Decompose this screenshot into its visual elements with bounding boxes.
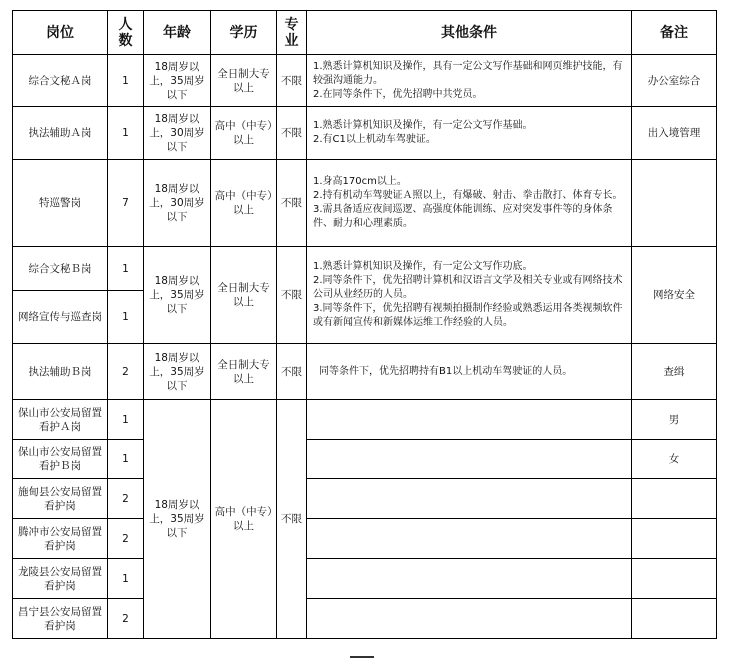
header-age: 年龄 [144,11,211,55]
conditions-cell [307,479,632,519]
position-cell: 龙陵县公安局留置看护岗 [13,559,108,599]
conditions-cell [307,160,632,247]
conditions-cell [307,247,632,344]
condition-line: 2.同等条件下，优先招聘计算机和汉语言文学及相关专业或有网络技术公司从业经历的人员。 [313,275,623,300]
position-cell: 执法辅助Ｂ岗 [13,344,108,400]
education-cell: 全日制大专以上 [211,247,277,344]
major-cell: 不限 [277,400,307,639]
condition-line: 2.在同等条件下，优先招聘中共党员。 [313,88,483,100]
position-cell: 综合文秘Ｂ岗 [13,247,108,291]
position-cell: 保山市公安局留置看护Ｂ岗 [13,440,108,479]
count-cell: 7 [108,160,144,247]
count-cell: 1 [108,55,144,107]
conditions-cell [307,400,632,440]
remark-cell [632,160,717,247]
condition-line: 1.熟悉计算机知识及操作，具有一定公文写作基础和网页维护技能，有较强沟通能力。 [313,60,623,86]
age-cell: 18周岁以上，35周岁以下 [144,400,211,639]
page-footer-mark [350,656,374,658]
count-cell: 1 [108,440,144,479]
count-cell: 1 [108,291,144,344]
education-cell: 高中（中专）以上 [211,400,277,639]
header-row [13,11,717,55]
major-cell: 不限 [277,247,307,344]
condition-line: 1.身高170cm以上。 [313,176,407,187]
conditions-cell [307,599,632,639]
remark-cell: 办公室综合 [632,55,717,107]
education-cell: 高中（中专）以上 [211,160,277,247]
condition-line: 3.需具备适应夜间巡逻、高强度体能训练、应对突发事件等的身体条件、耐力和心理素质。 [313,204,613,229]
condition-line: 3.同等条件下，优先招聘有视频拍摄制作经验或熟悉运用各类视频软件或有新闻宣传和新媒体运维工作经验的人员。 [313,303,623,328]
table-row [13,55,717,107]
condition-line: 2.持有机动车驾驶证Ａ照以上，有爆破、射击、拳击散打、体育专长。 [313,190,623,201]
table-row [13,160,717,247]
count-cell: 1 [108,107,144,160]
major-cell: 不限 [277,55,307,107]
count-cell: 1 [108,400,144,440]
age-cell: 18周岁以上，35周岁以下 [144,247,211,344]
table-row [13,519,717,559]
remark-cell: 出入境管理 [632,107,717,160]
count-cell: 1 [108,559,144,599]
remark-cell: 女 [632,440,717,479]
condition-line: 1.熟悉计算机知识及操作，有一定公文写作基础。 [313,120,533,131]
conditions-cell [307,559,632,599]
count-cell: 2 [108,599,144,639]
table-row [13,247,717,291]
position-cell: 施甸县公安局留置看护岗 [13,479,108,519]
remark-cell: 查缉 [632,344,717,400]
remark-cell [632,559,717,599]
position-cell: 昌宁县公安局留置看护岗 [13,599,108,639]
remark-cell [632,479,717,519]
table-row [13,599,717,639]
header-education: 学历 [211,11,277,55]
conditions-cell [307,107,632,160]
count-cell: 2 [108,479,144,519]
major-cell: 不限 [277,107,307,160]
condition-line: 同等条件下，优先招聘持有B1以上机动车驾驶证的人员。 [319,365,573,377]
conditions-cell [307,519,632,559]
header-count: 人数 [108,11,144,55]
position-cell: 腾冲市公安局留置看护岗 [13,519,108,559]
condition-line: 2.有C1以上机动车驾驶证。 [313,134,436,145]
table-row [13,400,717,440]
major-cell: 不限 [277,344,307,400]
education-cell: 高中（中专）以上 [211,107,277,160]
position-cell: 执法辅助Ａ岗 [13,107,108,160]
count-cell: 2 [108,519,144,559]
remark-cell: 男 [632,400,717,440]
table-row [13,559,717,599]
table-row [13,440,717,479]
recruitment-table-container [12,10,717,639]
position-cell: 特巡警岗 [13,160,108,247]
conditions-cell [307,344,632,400]
header-other-conditions: 其他条件 [307,11,632,55]
education-cell: 全日制大专以上 [211,344,277,400]
count-cell: 1 [108,247,144,291]
major-cell: 不限 [277,160,307,247]
remark-cell [632,599,717,639]
header-position: 岗位 [13,11,108,55]
table-row [13,107,717,160]
age-cell: 18周岁以上，30周岁以下 [144,160,211,247]
position-cell: 综合文秘Ａ岗 [13,55,108,107]
age-cell: 18周岁以上，35周岁以下 [144,55,211,107]
header-major: 专业 [277,11,307,55]
remark-cell [632,519,717,559]
position-cell: 保山市公安局留置看护Ａ岗 [13,400,108,440]
count-cell: 2 [108,344,144,400]
age-cell: 18周岁以上，30周岁以下 [144,107,211,160]
table-row [13,344,717,400]
remark-cell: 网络安全 [632,247,717,344]
header-remark: 备注 [632,11,717,55]
condition-line: 1.熟悉计算机知识及操作，有一定公文写作功底。 [313,261,533,272]
position-cell: 网络宣传与巡查岗 [13,291,108,344]
table-row [13,479,717,519]
conditions-cell [307,55,632,107]
age-cell: 18周岁以上，35周岁以下 [144,344,211,400]
education-cell: 全日制大专以上 [211,55,277,107]
recruitment-table [12,10,717,639]
conditions-cell [307,440,632,479]
